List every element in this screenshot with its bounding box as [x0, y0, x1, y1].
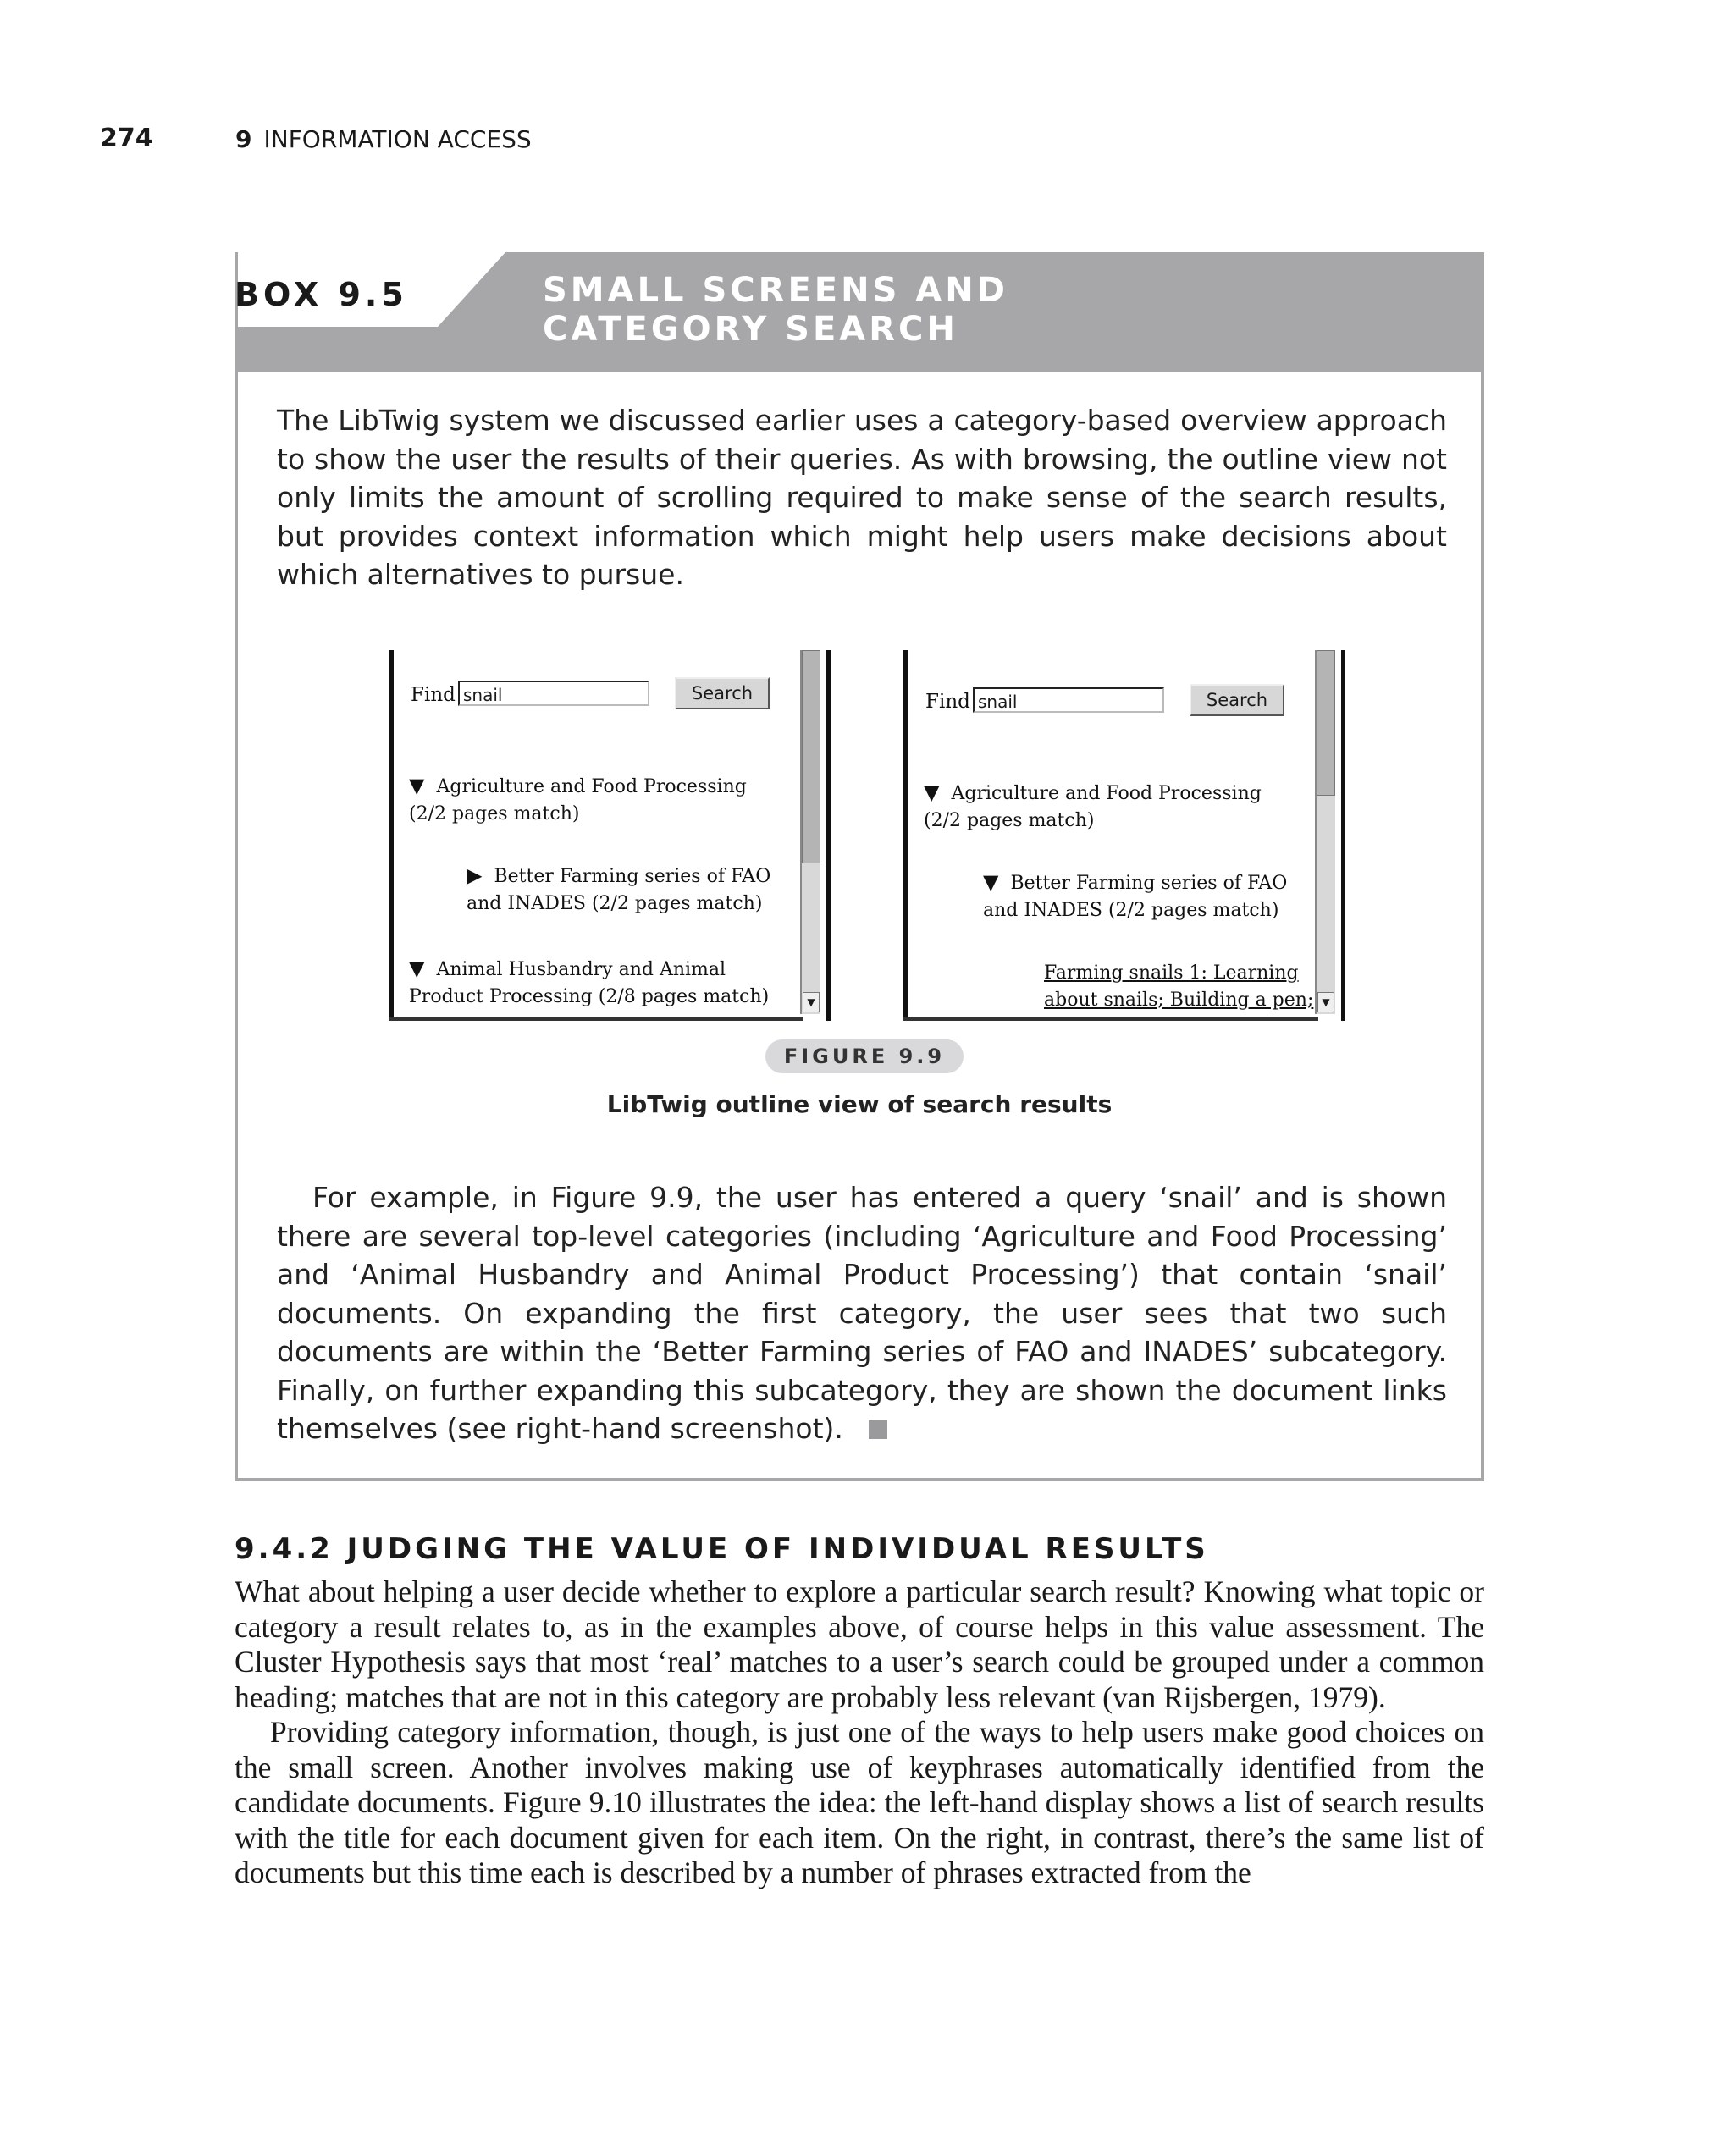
search-button[interactable]: Search	[675, 677, 770, 709]
chapter-number: 9	[235, 125, 252, 153]
box-label: BOX 9.5	[235, 276, 408, 313]
window-bottom-edge	[903, 1017, 1318, 1021]
find-label: Find	[411, 684, 456, 706]
section-body	[235, 1574, 1484, 1891]
window-edge	[1341, 650, 1345, 1021]
box-paragraph-1: The LibTwig system we discussed earlier uses a category-based overview approach to show the user the results of their queries. As with browsing, the outline view not only limits the amount of scrolling required to make sense of the search results, but provides context information which might help users make decisions about which alternatives to pursue.	[277, 404, 1447, 591]
scrollbar[interactable]	[1315, 650, 1335, 1014]
body-paragraph-2: Providing category information, though, is just one of the ways to help users make good choices on the small screen. Another involves making use of keyphrases automatically identified from the candidate documents. Figure 9.10 illustrates the idea: the left-hand display shows a list of search results with the title for each document given for each item. On the right, in contrast, there’s the same list of documents but this time each is described by a number of phrases extracted from the	[235, 1715, 1484, 1889]
running-head	[235, 125, 532, 153]
search-input[interactable]: snail	[458, 681, 649, 706]
scrollbar-thumb[interactable]	[1317, 650, 1335, 796]
category-agriculture[interactable]: ▼ Agriculture and Food Processing (2/2 pages match)	[409, 774, 747, 824]
find-label: Find	[925, 691, 970, 713]
search-button[interactable]: Search	[1190, 684, 1284, 716]
box-title: SMALL SCREENS AND CATEGORY SEARCH	[543, 271, 1008, 349]
box-paragraph-2: For example, in Figure 9.9, the user has entered a query ‘snail’ and is shown there are several top-level categories (including ‘Agriculture and Food Processing’ and ‘Animal Husbandry and Animal Product Processing’) that contain ‘snail’ documents. On expanding the first category, the user sees that two such documents are within the ‘Better Farming series of FAO and INADES’ subcategory. Finally, on further expanding this subcategory, they are shown the document links themselves (see right-hand screenshot).	[277, 1181, 1447, 1445]
collapsed-triangle-icon: ▶	[467, 863, 483, 887]
document-link[interactable]: Farming snails 1: Learning about snails; Building a pen;	[1044, 962, 1314, 1011]
expanded-triangle-icon: ▼	[924, 780, 940, 804]
scrollbar[interactable]	[800, 650, 820, 1014]
figure-caption: LibTwig outline view of search results	[606, 1090, 1113, 1118]
chapter-title: INFORMATION ACCESS	[263, 125, 532, 153]
page-number: 274	[100, 124, 153, 153]
window-edge	[903, 650, 908, 1021]
window-edge	[389, 650, 394, 1021]
end-of-box-square-icon	[869, 1420, 887, 1439]
scroll-down-arrow-icon[interactable]: ▼	[803, 992, 820, 1012]
category-animal-husbandry[interactable]: ▼ Animal Husbandry and Animal Product Processing (2/8 pages match)	[409, 957, 770, 1007]
expanded-triangle-icon: ▼	[409, 957, 425, 980]
subcategory-better-farming[interactable]: ▼ Better Farming series of FAO and INADES (2/2 pages match)	[983, 870, 1288, 921]
scroll-down-arrow-icon[interactable]: ▼	[1317, 992, 1334, 1012]
screenshot-left	[389, 650, 831, 1021]
search-input[interactable]: snail	[973, 687, 1164, 713]
window-edge	[826, 650, 831, 1021]
screenshot-right	[903, 650, 1345, 1021]
scrollbar-thumb[interactable]	[802, 650, 820, 863]
body-paragraph-1: What about helping a user decide whether to explore a particular search result? Knowing what topic or category a result relates to, as in the examples above, of course helps in this value assessment. The Cluster Hypothesis says that most ‘real’ matches to a user’s search could be grouped under a common heading; matches that are not in this category are probably less relevant (van Rijsbergen, 1979).	[235, 1574, 1484, 1714]
category-agriculture[interactable]: ▼ Agriculture and Food Processing (2/2 pages match)	[924, 780, 1262, 831]
box-9-5	[235, 252, 1484, 1481]
section-heading: 9.4.2 JUDGING THE VALUE OF INDIVIDUAL RESULTS	[235, 1532, 1209, 1566]
box-header	[235, 252, 1484, 372]
expanded-triangle-icon: ▼	[409, 774, 425, 797]
figure-label: FIGURE 9.9	[765, 1039, 964, 1073]
expanded-triangle-icon: ▼	[983, 870, 999, 894]
window-bottom-edge	[389, 1017, 803, 1021]
subcategory-better-farming[interactable]: ▶ Better Farming series of FAO and INADES (2/2 pages match)	[467, 863, 771, 914]
